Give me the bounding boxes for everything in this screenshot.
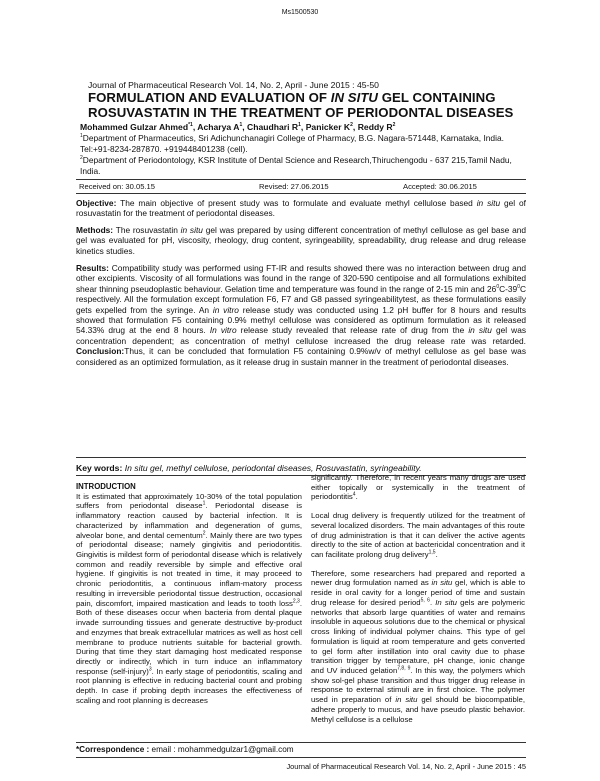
results-text: C-39: [499, 283, 518, 294]
paragraph-text: . In early stage of periodontitis, scaling and root planning is effective in reducing bacterial count and probing depth. In case if probing depth increases the effectiveness of scaling and root planning is decreases: [76, 666, 303, 705]
methods-text: The rosuvastatin: [113, 225, 181, 235]
degree-sup: 0: [517, 284, 520, 291]
paragraph-text: .: [435, 550, 438, 560]
title-italic: IN SITU: [330, 90, 379, 105]
author-name: Chaudhari R: [247, 122, 299, 132]
affiliation-text: Department of Pharmaceutics, Sri Adichunchanagiri College of Pharmacy, B.G. Nagara-571448, Karnataka, India. Tel:+91-8234-287870. +919448401238 (cell).: [80, 133, 504, 154]
paragraph-italic: In situ: [435, 597, 457, 607]
intro-paragraph: [311, 511, 525, 560]
paragraph-text: .: [355, 492, 358, 502]
affiliation-sup: 2: [80, 155, 83, 162]
paragraph-text: gels are polymeric networks that absorb large quantities of water and remains insoluble in aqueous solutions due to the chemical or physical cross linking of individual polymer chains. This type of gel formulation is liquid at room temperature and gets converted to gel form after instillation into oral cavity due to phase transition trigger by temperature, pH change, ionic change and UV induced gelation: [311, 597, 525, 675]
title-part1: FORMULATION AND EVALUATION OF: [88, 90, 331, 105]
objective-italic: in situ: [476, 198, 501, 208]
author-sup: 2: [392, 122, 396, 129]
results-text: release study revealed that release rate of drug from the: [236, 325, 469, 336]
divider-top: [76, 179, 526, 180]
journal-header: Journal of Pharmaceutical Research Vol. 14, No. 2, April - June 2015 : 45-50: [88, 80, 379, 90]
paragraph-text: . In this way, the polymers which show sol-gel phase transition and thus trigger drug release in response to external stimuli are in first choice. The polymer used in preparation of: [311, 665, 526, 705]
column-left: [76, 482, 302, 715]
page-footer: Journal of Pharmaceutical Research Vol. 14, No. 2, April - June 2015 : 45: [286, 762, 526, 771]
conclusion-label: Conclusion:: [76, 346, 125, 357]
divider-correspondence: [76, 742, 526, 743]
author-name: Reddy R: [357, 122, 393, 132]
intro-paragraph: [76, 492, 302, 706]
citation-sup: 4: [352, 491, 356, 498]
column-right: [311, 473, 525, 733]
objective-text: The main objective of present study was to formulate and evaluate methyl cellulose based: [116, 198, 477, 208]
citation-sup: 2: [202, 530, 206, 537]
paragraph-text: gel should be biocompatible, adhere properly to mucus, and have pseudo plastic behavior. Methyl cellulose is a cellulose: [311, 695, 526, 724]
correspondence: [76, 745, 294, 754]
keywords-text: In situ gel, methyl cellulose, periodontal diseases, Rosuvastatin, syringeability.: [122, 463, 422, 473]
methods-italic: in situ: [180, 225, 203, 235]
results-text: release study was conducted using 1.2 pH buffer for 8 hours and results showed that formulation F5 containing 0.9% methyl cellulose was considered as optimum formulation as it released 54.33% drug at the end 8 hours.: [76, 304, 527, 336]
correspondence-email: email : mohammedgulzar1@gmail.com: [149, 745, 294, 754]
affiliation-1: [80, 133, 524, 154]
degree-sup: 0: [496, 284, 500, 291]
paragraph-text: . Mainly there are two types of periodontal disease; namely gingivitis and periodontitis. Gingivitis is mildest form of periodontal disease which is relatively common and readily reversible by simple and effective oral hygiene. If gingivitis is not treated in time, it may proceed to chronic periodontitis, a continuous inflam-matory process resulting in irreversible periodontal tissue destruction, occasional pain, discomfort, impaired mastication and leads to tooth loss: [76, 530, 303, 608]
affiliation-text: Department of Periodontology, KSR Institute of Dental Science and Research,Thiruchengodu - 637 215,Tamil Nadu, India.: [80, 155, 512, 176]
author-sup: 2: [350, 122, 353, 129]
section-heading: INTRODUCTION: [76, 482, 136, 491]
divider-footer: [76, 757, 526, 758]
author-sup: 1: [298, 122, 301, 129]
results-text: gel was concentration dependent; as concentration of methyl cellulose increased the drug release rate was retarded.: [76, 325, 527, 346]
divider-keywords-top: [76, 457, 526, 458]
methods-label: Methods:: [76, 225, 114, 235]
affiliation-sup: 1: [80, 133, 83, 140]
divider-dates: [76, 193, 526, 194]
citation-sup: 1: [202, 500, 206, 507]
paragraph-text: . Periodontal disease is inflammatory reaction caused by bacterial infection. It is characterized by inflammation and degeneration of gums, alveolar bone, and dental cementum: [76, 501, 302, 540]
abstract-objective: [76, 198, 526, 219]
objective-text: gel of rosuvastatin for the treatment of periodontal diseases.: [76, 198, 526, 219]
author-sup: *1: [188, 122, 193, 129]
author-sup: 1: [239, 122, 243, 129]
results-text: Compatibility study was performed using FT-IR and results showed there was no interaction between drug and other excipients. Viscosity of all formulations was found in the range of 320-590 centipoise and all formulations exhibited shear thinning pseudoplastic behaviour. Gelation time and temperature was found in the range of 2-15 min and 26: [76, 263, 526, 294]
citation-sup: 3: [148, 666, 152, 673]
citation-sup: 5, 6: [420, 597, 430, 604]
intro-paragraph: [311, 569, 525, 725]
paragraph-text: . Both of these diseases occur when bacteria from dental plaque invade surrounding tissues and generate destructive by-product and enzymes that break extracellular matrices as well as host cell membrane to produce nutrients suitable for bacterial growth. During that time they start damaging host medicated response directly or indirectly, which in turn induce an inflammatory response (self-injury): [76, 598, 302, 676]
methods-text: gel was prepared by using different concentration of methyl cellulose as gel base and gel was evaluated for pH, viscosity, rheology, drug content, syringeability, spreadability, drug release and drug release kinetics studies.: [76, 225, 527, 256]
citation-sup: 2,3: [292, 598, 300, 605]
paragraph-text: significantly. Therefore, in recent years many drugs are used either topically or systemically in the treatment of periodontitis: [311, 473, 525, 502]
paragraph-italic: in situ: [395, 695, 418, 705]
results-italic: In vitro: [209, 325, 237, 336]
abstract-methods: [76, 225, 526, 256]
paragraph-text: gel, which is able to reside in oral cavity for a longer period of time and sustain drug release for desired period: [311, 578, 525, 607]
paragraph-text: Local drug delivery is frequently utilized for the treatment of several localized disorders. The main advantages of this route of drug administration is that it can deliver the active agents directly to the site of action at bactericidal concentration and it can facilitate prolong drug delivery: [311, 511, 525, 560]
objective-label: Objective:: [76, 198, 117, 208]
article-title: [88, 90, 528, 120]
keywords: [76, 463, 526, 473]
paragraph-text: Therefore, some researchers had prepared and reported a newer drug formulation named as: [311, 568, 525, 588]
paragraph-text: It is estimated that approximately 10-30% of the total population suffers from periodontal disease: [76, 491, 302, 511]
intro-paragraph: [311, 473, 525, 502]
keywords-label: Key words:: [76, 463, 123, 473]
paragraph-italic: in situ: [431, 578, 453, 588]
affiliation-2: [80, 155, 524, 176]
author-name: Mohammed Gulzar Ahmed: [80, 122, 189, 132]
accepted-date: Accepted: 30.06.2015: [403, 182, 477, 191]
conclusion-text: Thus, it can be concluded that formulation F5 containing 0.9%w/v of methyl cellulose as gel base was considered as an optimized formulation, as it release drug in sustain manner in the treatment of periodontal diseases.: [76, 346, 526, 367]
results-label: Results:: [76, 263, 109, 273]
abstract-results: [76, 263, 526, 367]
author-name: Panicker K: [305, 122, 351, 132]
paragraph-text: .: [429, 597, 436, 607]
results-italic: in vitro: [212, 304, 239, 315]
revised-date: Revised: 27.06.2015: [259, 182, 329, 191]
received-date: Received on: 30.05.15: [79, 182, 155, 191]
results-italic: in situ: [468, 325, 492, 336]
citation-sup: 1,5: [428, 549, 436, 556]
correspondence-label: *Correspondence :: [76, 745, 150, 754]
manuscript-id: Ms1500530: [281, 9, 319, 16]
citation-sup: 7,8, 9: [397, 665, 411, 672]
title-part2: GEL CONTAINING ROSUVASTATIN IN THE TREATMENT OF PERIODONTAL DISEASES: [88, 90, 514, 120]
author-name: Acharya A: [197, 122, 240, 132]
author-list: Mohammed Gulzar Ahmed$^{*1}$, Acharya $A^1$, Chaudhari $R^1$, Panicker $K^2$, Reddy $R^2$: [80, 122, 396, 132]
results-text: C respectively. All the formulation except formulation F6, F7 and G8 passed syringeabilitytest, as these formulations easily gets expelled from the syringe. An: [76, 283, 526, 315]
